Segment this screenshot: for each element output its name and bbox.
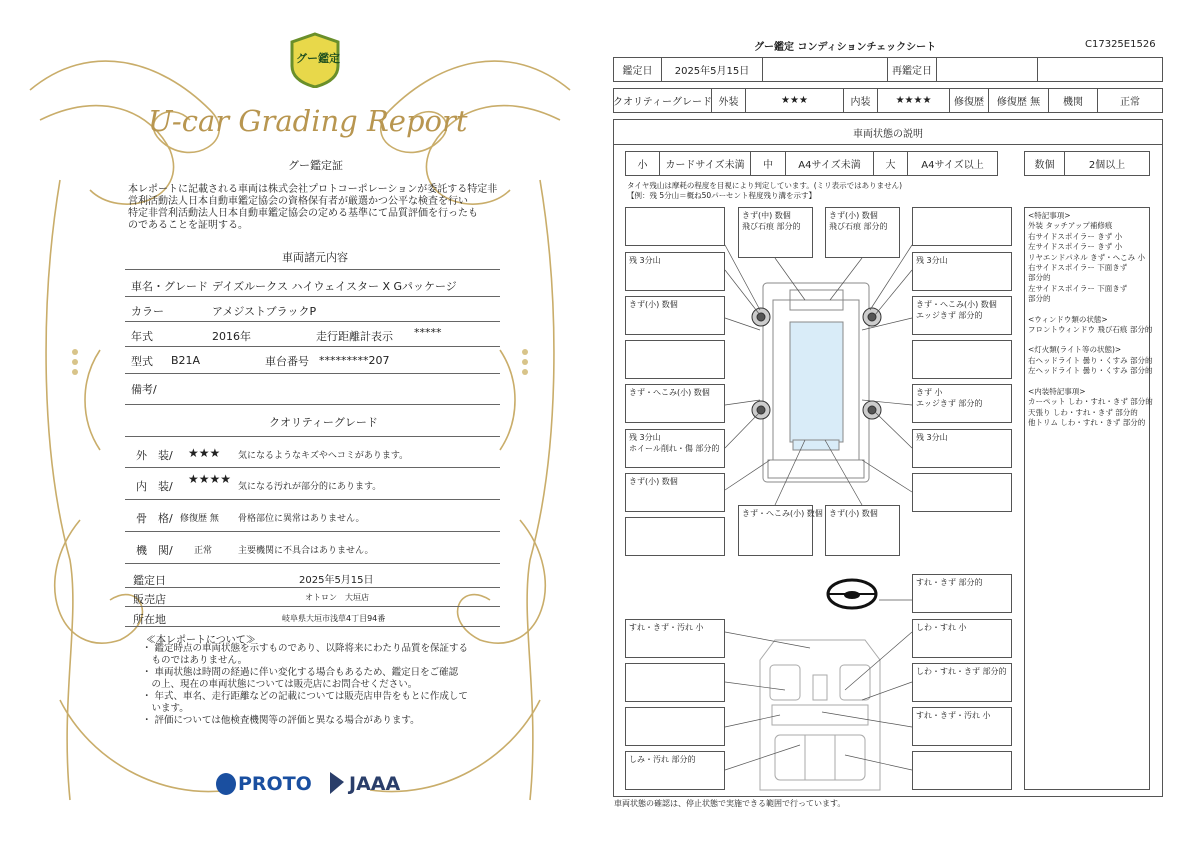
- condition-check-sheet: [600, 0, 1200, 848]
- special-note-line: 右サイドスポイラー 下面きず: [1028, 263, 1128, 273]
- frame-value: 修復歴 無: [180, 514, 219, 524]
- proto-logo: PROTO: [238, 773, 312, 795]
- ext-label-l5: きず(小) 数個: [625, 473, 725, 512]
- special-note-line: 部分的: [1028, 273, 1051, 283]
- special-note-line: <灯火類(ライト等の状態)>: [1028, 345, 1122, 355]
- ext-label-top1: きず(中) 数個 飛び石痕 部分的: [738, 207, 813, 258]
- model-label: 型式: [131, 355, 153, 368]
- special-note-line: 左サイドスポイラー 下面きず: [1028, 283, 1128, 293]
- engine-value: 正常: [194, 546, 213, 556]
- condition-title: 車両状態の説明: [613, 119, 1163, 145]
- legend-small: 小: [625, 151, 660, 176]
- mileage-label: 走行距離計表示: [316, 330, 393, 343]
- interior-label: 内 装/: [136, 480, 173, 493]
- shop-label: 販売店: [133, 593, 166, 606]
- int-label-i1: すれ・きず・汚れ 小: [625, 619, 725, 658]
- ext-label-r2: きず・へこみ(小) 数個 エッジきず 部分的: [912, 296, 1012, 335]
- int-label-steer: すれ・きず 部分的: [912, 574, 1012, 613]
- special-note-line: 部分的: [1028, 294, 1051, 304]
- notes-title: ≪本レポートについて≫: [146, 635, 256, 646]
- legend-large-desc: A4サイズ以上: [907, 151, 998, 176]
- legend-count: 数個: [1024, 151, 1065, 176]
- special-note-line: リヤエンドパネル きず・へこみ 小: [1028, 252, 1145, 262]
- special-note-line: 右サイドスポイラー きず 小: [1028, 231, 1123, 241]
- remarks-label: 備考/: [131, 383, 157, 396]
- ext-stars: ★★★: [745, 88, 844, 113]
- ext-label-l2: きず(小) 数個: [625, 296, 725, 335]
- special-note-line: フロントウィンドウ 飛び石痕 部分的: [1028, 325, 1153, 335]
- special-note-line: 他トリム しわ・すれ・きず 部分的: [1028, 417, 1146, 427]
- int-stars: ★★★★: [877, 88, 950, 113]
- proto-logo-icon: [216, 773, 236, 795]
- exterior-label: 外 装/: [136, 449, 173, 462]
- special-note-line: <ウィンドウ類の状態>: [1028, 314, 1108, 324]
- grade-title: クオリティーグレード: [269, 416, 378, 429]
- color-label: カラー: [131, 305, 164, 318]
- legend-count-desc: 2個以上: [1064, 151, 1150, 176]
- mileage-value: *****: [414, 326, 442, 339]
- legend-medium-desc: A4サイズ未満: [785, 151, 874, 176]
- name-value: デイズルークス ハイウェイスター X Gパッケージ: [212, 280, 457, 293]
- repair-label: 修復歴: [949, 88, 989, 113]
- ext-label-bot2: きず(小) 数個: [825, 505, 900, 556]
- ext-label-top2: きず(小) 数個 飛び石痕 部分的: [825, 207, 900, 258]
- report-title: U-car Grading Report: [148, 104, 468, 138]
- tire-example: 【例：残 5分山＝概ね50パーセント程度残り溝を示す】: [627, 191, 817, 200]
- sheet-footer: 車両状態の確認は、停止状態で実施できる範囲で行っています。: [614, 799, 846, 808]
- ext-label: 外装: [711, 88, 746, 113]
- shop-value: オトロン 大垣店: [305, 593, 369, 602]
- spec-title: 車両諸元内容: [282, 251, 348, 264]
- date-label: 鑑定日: [613, 57, 662, 82]
- ext-label-l4: 残 3分山 ホイール削れ・傷 部分的: [625, 429, 725, 468]
- sheet-title: グー鑑定 コンディションチェックシート: [754, 42, 937, 53]
- special-note-line: 左ヘッドライト 曇り・くすみ 部分的: [1028, 366, 1153, 376]
- frame-desc: 骨格部位に異常はありません。: [238, 514, 365, 524]
- int-label-ir2: しわ・すれ・きず 部分的: [912, 663, 1012, 702]
- year-label: 年式: [131, 330, 153, 343]
- special-note-line: 右ヘッドライト 曇り・くすみ 部分的: [1028, 355, 1153, 365]
- name-label: 車名・グレード: [131, 280, 208, 293]
- int-label: 内装: [843, 88, 878, 113]
- ext-label-l1: 残 3分山: [625, 252, 725, 291]
- legend-small-desc: カードサイズ未満: [659, 151, 751, 176]
- engine-value: 正常: [1097, 88, 1163, 113]
- redate-label: 再鑑定日: [887, 57, 937, 82]
- special-note-line: 左サイドスポイラー きず 小: [1028, 242, 1123, 252]
- special-note-line: <内装特記事項>: [1028, 386, 1086, 396]
- date-value: 2025年5月15日: [661, 57, 763, 82]
- ext-label-l3: きず・へこみ(小) 数個: [625, 384, 725, 423]
- grade-label: クオリティーグレード: [613, 88, 712, 113]
- tire-note: タイヤ残山は摩耗の程度を目視により判定しています。(ミリ表示ではありません): [627, 181, 903, 190]
- exterior-desc: 気になるようなキズやヘコミがあります。: [238, 451, 409, 461]
- date-value: 2025年5月15日: [299, 575, 374, 586]
- intro-text: 本レポートに記載される車両は株式会社プロトコーポレーションが委託する特定非 営利活動法人日本自動車鑑定協会の資格保有者が厳選かつ公平な検査を行い 特定非営利活動法人日本自動車鑑定協会の定める基準にて品質評価を行ったも のであることを証明する。: [128, 184, 498, 231]
- emblem-text: グー鑑定: [296, 52, 340, 65]
- int-label-ir3: すれ・きず・汚れ 小: [912, 707, 1012, 746]
- legend-large: 大: [873, 151, 908, 176]
- interior-desc: 気になる汚れが部分的にあります。: [238, 482, 382, 492]
- sheet-code: C17325E1526: [1085, 39, 1156, 50]
- frame-label: 骨 格/: [136, 512, 173, 525]
- ext-label-bot1: きず・へこみ(小) 数個: [738, 505, 813, 556]
- date-label: 鑑定日: [133, 574, 166, 587]
- model-value: B21A: [171, 354, 201, 367]
- year-value: 2016年: [212, 330, 251, 343]
- engine-label: 機関: [1048, 88, 1098, 113]
- jaaa-logo: JAAA: [349, 773, 401, 795]
- color-value: アメジストブラックP: [212, 305, 317, 318]
- notes-list: ・ 鑑定時点の車両状態を示すものであり、以降将来にわたり品質を保証する ものではありません。 ・ 車両状態は時間の経過に伴い変化する場合もあるため、鑑定日をご確認 の上、現在の車両状態については販売店にお問合せください。 ・ 年式、車名、走行距離などの記載については販売店申告をもとに作成して います。 ・ 評価については他検査機関等の評価と異なる場合があります。: [142, 643, 469, 726]
- special-note-line: 外装 タッチアップ補修痕: [1028, 221, 1113, 231]
- repair-value: 修復歴 無: [988, 88, 1049, 113]
- goo-kantei-emblem: [288, 32, 342, 88]
- int-label-i2: しみ・汚れ 部分的: [625, 751, 725, 790]
- ext-label-r1: 残 3分山: [912, 252, 1012, 291]
- engine-desc: 主要機関に不具合はありません。: [238, 546, 374, 556]
- special-note-line: カーペット しわ・すれ・きず 部分的: [1028, 397, 1153, 407]
- interior-stars: ★★★★: [188, 472, 232, 486]
- chassis-label: 車台番号: [265, 355, 309, 368]
- jaaa-logo-icon: [328, 770, 346, 796]
- car-interior-diagram: [600, 0, 1200, 848]
- ext-label-r3: きず 小 エッジきず 部分的: [912, 384, 1012, 423]
- engine-label: 機 関/: [136, 544, 173, 557]
- special-note-line: <特記事項>: [1028, 211, 1071, 220]
- special-note-line: 天張り しわ・すれ・きず 部分的: [1028, 407, 1138, 417]
- address-value: 岐阜県大垣市浅草4丁目94番: [282, 614, 386, 623]
- exterior-stars: ★★★: [188, 446, 221, 460]
- address-label: 所在地: [133, 613, 166, 626]
- chassis-value: *********207: [319, 354, 390, 367]
- certificate-title: グー鑑定証: [288, 159, 343, 172]
- legend-medium: 中: [750, 151, 786, 176]
- int-label-ir1: しわ・すれ 小: [912, 619, 1012, 658]
- ext-label-r4: 残 3分山: [912, 429, 1012, 468]
